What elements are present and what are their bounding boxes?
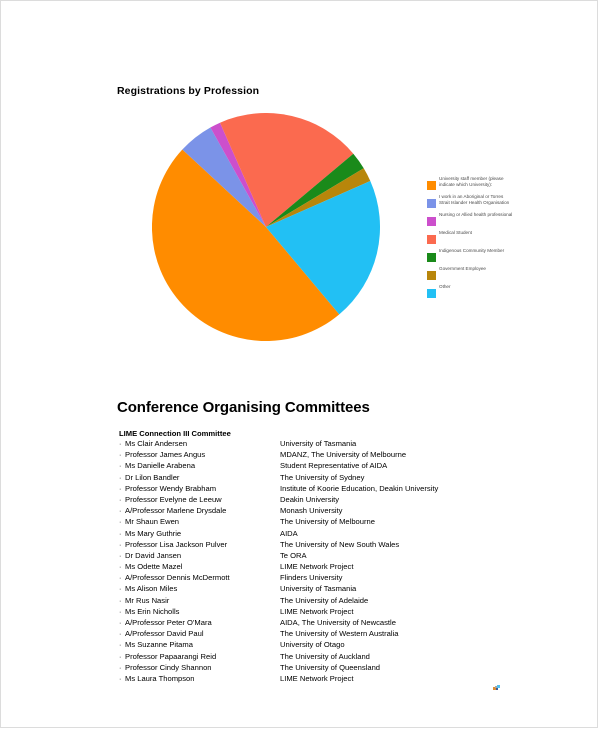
member-affiliation: The University of New South Wales	[280, 539, 400, 549]
legend-swatch	[427, 271, 436, 280]
member-name: Professor Cindy Shannon	[125, 662, 212, 672]
pie-slice-group	[152, 113, 380, 341]
list-item	[119, 494, 519, 505]
committee-member-list	[119, 438, 519, 684]
member-name: Professor Papaarangi Reid	[125, 651, 217, 661]
member-affiliation: LIME Network Project	[280, 673, 354, 683]
page-artifact-icon	[493, 685, 501, 691]
legend-swatch	[427, 235, 436, 244]
list-item	[119, 561, 519, 572]
bullet-icon: ·	[119, 631, 122, 639]
member-name: A/Professor Marlene Drysdale	[125, 506, 227, 516]
page-title: Conference Organising Committees	[117, 399, 370, 416]
list-item	[119, 516, 519, 527]
bullet-icon: ·	[119, 586, 122, 594]
legend-label: Indigenous Community Member	[439, 248, 505, 253]
legend-swatch	[427, 253, 436, 262]
bullet-icon: ·	[119, 463, 122, 471]
legend-label: Other	[439, 284, 451, 289]
bullet-icon: ·	[119, 552, 122, 560]
legend-swatch	[427, 289, 436, 298]
member-affiliation: The University of Western Australia	[280, 629, 399, 639]
list-item	[119, 606, 519, 617]
member-affiliation: LIME Network Project	[280, 562, 354, 572]
pie-chart	[152, 113, 380, 341]
member-affiliation: LIME Network Project	[280, 606, 354, 616]
bullet-icon: ·	[119, 642, 122, 650]
legend-item	[427, 212, 517, 226]
bullet-icon: ·	[119, 675, 122, 683]
list-item	[119, 539, 519, 550]
bullet-icon: ·	[119, 508, 122, 516]
member-affiliation: AIDA	[280, 528, 298, 538]
bullet-icon: ·	[119, 564, 122, 572]
member-affiliation: Te ORA	[280, 550, 307, 560]
member-name: Ms Mary Guthrie	[125, 528, 182, 538]
list-item	[119, 472, 519, 483]
bullet-icon: ·	[119, 452, 122, 460]
list-item	[119, 662, 519, 673]
legend-item	[427, 284, 517, 298]
member-affiliation: The University of Auckland	[280, 651, 370, 661]
list-item	[119, 438, 519, 449]
list-item	[119, 595, 519, 606]
member-affiliation: Monash University	[280, 506, 343, 516]
pie-chart-svg	[152, 113, 380, 341]
member-affiliation: Institute of Koorie Education, Deakin University	[280, 483, 439, 493]
chart-legend	[427, 176, 517, 302]
member-name: Professor Evelyne de Leeuw	[125, 494, 222, 504]
list-item	[119, 583, 519, 594]
list-item	[119, 483, 519, 494]
member-name: Dr David Jansen	[125, 550, 182, 560]
bullet-icon: ·	[119, 519, 122, 527]
member-name: A/Professor Peter O'Mara	[125, 618, 212, 627]
member-name: Mr Rus Nasir	[125, 595, 170, 605]
legend-label: Nursing or Allied health professional	[439, 212, 513, 217]
member-name: Ms Suzanne Pitama	[125, 640, 193, 650]
member-name: Dr Lilon Bandler	[125, 472, 180, 482]
list-item	[119, 505, 519, 516]
legend-label: Government Employee	[439, 266, 486, 271]
committee-subtitle: LIME Connection III Committee	[119, 429, 231, 438]
legend-item	[427, 230, 517, 244]
list-item	[119, 460, 519, 471]
legend-label: Medical Student	[439, 230, 472, 235]
bullet-icon: ·	[119, 620, 122, 627]
list-item	[119, 572, 519, 583]
member-affiliation: University of Tasmania	[280, 439, 357, 448]
member-name: Professor Lisa Jackson Pulver	[125, 539, 228, 549]
member-name: Ms Danielle Arabena	[125, 461, 196, 471]
bullet-icon: ·	[119, 541, 122, 549]
member-name: Ms Alison Miles	[125, 584, 178, 594]
bullet-icon: ·	[119, 664, 122, 672]
bullet-icon: ·	[119, 441, 122, 448]
legend-swatch	[427, 217, 436, 226]
legend-item	[427, 266, 517, 280]
member-affiliation: MDANZ, The University of Melbourne	[280, 450, 407, 460]
member-affiliation: Student Representative of AIDA	[280, 461, 388, 471]
legend-label: University staff member (please indicate which University):	[439, 176, 504, 188]
member-name: Professor James Angus	[125, 450, 206, 460]
bullet-icon: ·	[119, 485, 122, 493]
legend-swatch	[427, 181, 436, 190]
bullet-icon: ·	[119, 496, 122, 504]
bullet-icon: ·	[119, 530, 122, 538]
list-item	[119, 639, 519, 650]
bullet-icon: ·	[119, 653, 122, 661]
list-item	[119, 651, 519, 662]
member-name: Ms Odette Mazel	[125, 562, 183, 572]
chart-title: Registrations by Profession	[117, 85, 260, 97]
member-name: Ms Erin Nicholls	[125, 606, 180, 616]
member-affiliation: Flinders University	[280, 573, 343, 583]
legend-item	[427, 176, 517, 190]
member-name: Ms Laura Thompson	[125, 673, 195, 683]
member-affiliation: The University of Melbourne	[280, 517, 375, 527]
member-affiliation: The University of Adelaide	[280, 595, 369, 605]
list-item	[119, 528, 519, 539]
member-affiliation: AIDA, The University of Newcastle	[280, 618, 396, 627]
member-name: A/Professor David Paul	[125, 629, 204, 639]
member-name: Ms Clair Andersen	[125, 439, 188, 448]
list-item	[119, 673, 519, 684]
bullet-icon: ·	[119, 474, 122, 482]
legend-label: I work in an Aboriginal or Torres Strait Islander Health Organisation	[439, 194, 510, 206]
bullet-icon: ·	[119, 608, 122, 616]
legend-item	[427, 194, 517, 208]
list-item	[119, 449, 519, 460]
legend-swatch	[427, 199, 436, 208]
member-name: Mr Shaun Ewen	[125, 517, 180, 527]
list-item	[119, 550, 519, 561]
member-affiliation: Deakin University	[280, 494, 340, 504]
member-affiliation: University of Tasmania	[280, 584, 357, 594]
legend-item	[427, 248, 517, 262]
member-name: A/Professor Dennis McDermott	[125, 573, 230, 583]
member-affiliation: The University of Sydney	[280, 472, 365, 482]
list-item	[119, 628, 519, 639]
member-name: Professor Wendy Brabham	[125, 483, 217, 493]
bullet-icon: ·	[119, 597, 122, 605]
member-affiliation: The University of Queensland	[280, 662, 381, 672]
list-item	[119, 617, 519, 628]
bullet-icon: ·	[119, 575, 122, 583]
member-affiliation: University of Otago	[280, 640, 345, 650]
